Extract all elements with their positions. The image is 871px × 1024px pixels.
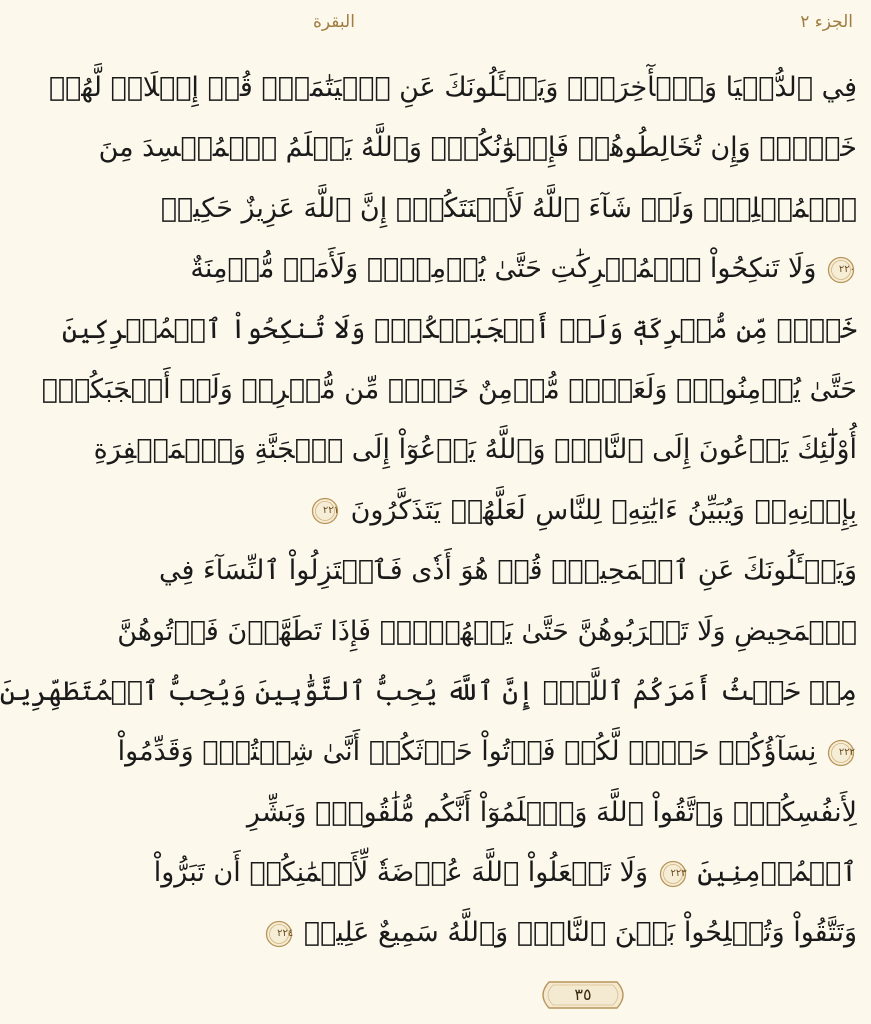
verse-text: وَيَسۡـَٔلُونَكَ عَنِ ٱلۡمَحِيضِۖ قُلۡ هُوَ أَذٗى فَٱعۡتَزِلُواْ ٱلنِّسَآءَ فِي [159,555,857,587]
ayah-end-marker [659,860,687,888]
text-line [160,179,857,239]
text-line [117,602,857,662]
verse-text: بِإِذۡنِهِۦۖ وَيُبَيِّنُ ءَايَٰتِهِۦ لِلنَّاسِ لَعَلَّهُمۡ يَتَذَكَّرُونَ [341,494,857,526]
verse-text: فِي ٱلدُّنۡيَا وَٱلۡأٓخِرَةِۗ وَيَسۡـَٔلُونَكَ عَنِ ٱلۡيَتَٰمَىٰۖ قُلۡ إِصۡلَاحٞ لَّهُمۡ [48,72,857,103]
text-line [117,722,857,782]
verse-text: حَتَّىٰ يُؤۡمِنُواْۚ وَلَعَبۡدٞ مُّؤۡمِنٌ خَيۡرٞ مِّن مُّشۡرِكٖ وَلَوۡ أَعۡجَبَكُمۡۗ [41,373,857,405]
ayah-number: ٢٢٠ [838,263,855,275]
quran-page-text [0,58,857,964]
verse-text: ٱلۡمُصۡلِحِۚ وَلَوۡ شَآءَ ٱللَّهُ لَأَعۡنَتَكُمۡۚ إِنَّ ٱللَّهَ عَزِيزٌ حَكِيمٞ [160,192,857,224]
page-number-badge [535,980,631,1010]
verse-text: ٱلۡمَحِيضِ وَلَا تَقۡرَبُوهُنَّ حَتَّىٰ يَطۡهُرۡنَۖ فَإِذَا تَطَهَّرۡنَ فَأۡتُوهُنَّ [117,615,857,647]
text-line [277,903,857,963]
ayah-number: ٢٢٤ [277,927,294,939]
verse-text: نِسَآؤُكُمۡ حَرۡثٞ لَّكُمۡ فَأۡتُواْ حَرۡثَكُمۡ أَنَّىٰ شِئۡتُمۡۖ وَقَدِّمُواْ [117,736,825,768]
text-line [190,239,857,299]
verse-text: مِنۡ حَيۡثُ أَمَرَكُمُ ٱللَّهُۚ إِنَّ ٱللَّهَ يُحِبُّ ٱلتَّوَّٰبِينَ وَيُحِبُّ ٱلۡمُتَطَهِّرِينَ [0,675,857,707]
text-line [0,662,857,722]
text-line [309,481,857,541]
verse-text: وَلَا تَجۡعَلُواْ ٱللَّهَ عُرۡضَةٗ لِّأَيۡمَٰنِكُمۡ أَن تَبَرُّواْ [153,857,657,889]
ayah-number: ٢٢٣ [670,867,687,879]
page-number: ٣٥ [574,985,592,1004]
text-line [246,783,857,843]
surah-name-label: البقرة [313,12,355,32]
ayah-number: ٢٢١ [322,505,339,517]
verse-text: خَيۡرٞۖ وَإِن تُخَالِطُوهُمۡ فَإِخۡوَٰنُكُمۡۚ وَٱللَّهُ يَعۡلَمُ ٱلۡمُفۡسِدَ مِنَ [98,132,857,164]
verse-text: خَيۡرٞ مِّن مُّشۡرِكَةٖ وَلَوۡ أَعۡجَبَتۡكُمۡۗ وَلَا تُنكِحُواْ ٱلۡمُشۡرِكِينَ [61,313,857,345]
text-line [41,360,857,420]
ayah-end-marker [827,739,855,767]
verse-text: وَتَتَّقُواْ وَتُصۡلِحُواْ بَيۡنَ ٱلنَّاسِۚ وَٱللَّهُ سَمِيعٌ عَلِيمٞ [295,917,857,949]
ayah-end-marker [265,920,293,948]
text-line [98,118,857,178]
ayah-end-marker [311,497,339,525]
verse-text: لِأَنفُسِكُمۡۚ وَٱتَّقُواْ ٱللَّهَ وَٱعۡلَمُوٓاْ أَنَّكُم مُّلَٰقُوهُۗ وَبَشِّرِ [246,796,857,828]
text-line [93,420,857,480]
text-line [153,843,857,903]
ayah-end-marker [827,256,855,284]
text-line [159,541,857,601]
text-line [48,58,857,118]
verse-text: أُوْلَٰٓئِكَ يَدۡعُونَ إِلَى ٱلنَّارِۖ وَٱللَّهُ يَدۡعُوٓاْ إِلَى ٱلۡجَنَّةِ وَٱلۡمَغۡفِرَةِ [93,434,857,466]
ayah-number: ٢٢٢ [838,746,855,758]
verse-text: ٱلۡمُؤۡمِنِينَ [688,857,857,889]
juz-label: الجزء ٢ [800,12,853,32]
text-line [61,300,857,360]
page-header [295,0,871,44]
verse-text: وَلَا تَنكِحُواْ ٱلۡمُشۡرِكَٰتِ حَتَّىٰ يُؤۡمِنَّۚ وَلَأَمَةٞ مُّؤۡمِنَةٌ [190,253,825,285]
